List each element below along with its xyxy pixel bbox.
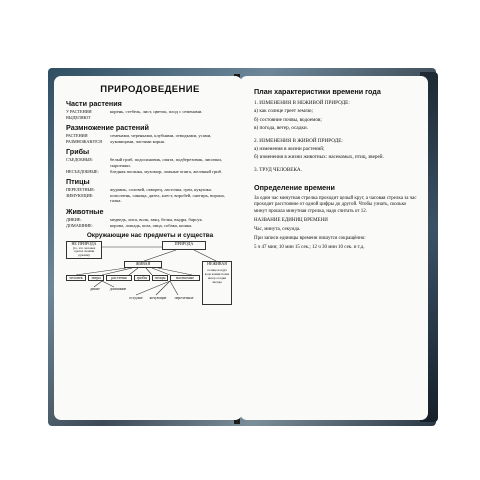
living-item	[88, 275, 104, 281]
section-plant-parts	[66, 99, 234, 120]
living-item	[66, 275, 86, 281]
entry-text: журавль, соловей, скворец, ласточка, грач, кукушка.	[110, 187, 212, 193]
entry-label: ПЕРЕЛЕТНЫЕ:	[66, 187, 95, 193]
section-heading: Птицы	[66, 177, 90, 187]
nature-diagram	[66, 241, 234, 311]
entry-label: РАСТЕНИЯ РАЗМНОЖАЮТСЯ	[66, 133, 102, 144]
entry-label: ДИКИЕ:	[66, 216, 82, 222]
entry-text: медведь, лиса, волк, заяц, белка, выдра, барсук.	[110, 216, 203, 222]
plan-item: 3. ТРУД ЧЕЛОВЕКА.	[254, 166, 302, 173]
plan-item: 2. ИЗМЕНЕНИЯ В ЖИВОЙ ПРИРОДЕ:	[254, 137, 343, 144]
right-page	[240, 76, 428, 420]
diagram-title: Окружающие нас предметы и существа	[86, 232, 214, 240]
bird-type: кочующие	[149, 296, 167, 301]
plan-item: а) как солнце греет землю;	[254, 108, 313, 115]
living-item	[134, 275, 150, 281]
living-item	[106, 275, 132, 281]
page-title: ПРИРОДОВЕДЕНИЕ	[100, 84, 200, 95]
section-heading: Грибы	[66, 147, 90, 157]
living-item-label: человек	[69, 275, 83, 281]
entry-label: ЗИМУЮЩИЕ:	[66, 192, 94, 198]
nature-label: ПРИРОДА	[174, 241, 194, 247]
abbr-title: При записи единицы времени пишутся сокращённо:	[254, 236, 366, 242]
living-label: ЖИВАЯ	[135, 261, 151, 267]
entry-label: НЕСЪЕДОБНЫЕ:	[66, 168, 99, 174]
entry-text: бледная поганка, мухомор, ложные опята, желчный гриб.	[110, 168, 223, 174]
entry-text: корень, стебель, лист, цветок, плод с семенами.	[110, 109, 203, 114]
units-text: Час, минута, секунда.	[254, 227, 301, 233]
nonliving-label: НЕЖИВАЯ	[207, 261, 227, 267]
not-nature-label: НЕ ПРИРОДА	[71, 241, 97, 247]
units-title: НАЗВАНИЕ ЕДИНИЦ ВРЕМЕНИ	[254, 217, 328, 223]
entry-text: белый гриб, подосиновик, опята, подберезовик, лисички, сыроежки.	[110, 157, 222, 168]
entry-label: ДОМАШНИЕ:	[66, 222, 93, 228]
living-node	[124, 261, 162, 268]
not-nature-node	[66, 241, 102, 259]
entry-row	[66, 157, 234, 168]
entry-text: семенами, черенками, клубнями, отводками, усами, луковицами, частями корня.	[110, 133, 212, 144]
entry-label: СЪЕДОБНЫЕ:	[66, 157, 94, 163]
nature-node	[162, 241, 206, 250]
nonliving-node	[202, 261, 232, 305]
time-section-title: Определение времени	[254, 183, 335, 193]
bird-type: перелетные	[174, 296, 194, 301]
living-item-label: грибы	[136, 275, 148, 281]
living-item-label: звери	[91, 275, 101, 281]
animal-type: домашние	[109, 287, 127, 292]
entry-row	[66, 169, 234, 175]
entry-text: корова, лошадь, коза, овца, собака, кошка.	[110, 222, 193, 228]
left-page	[54, 76, 242, 420]
section-heading: Размножение растений	[66, 123, 149, 133]
section-birds	[66, 177, 234, 204]
section-heading: Животные	[66, 206, 104, 216]
entry-label: У РАСТЕНИЯ ВЫДЕЛЯЮТ	[66, 109, 92, 120]
entry-row	[66, 223, 234, 229]
section-animals	[66, 207, 234, 228]
section-plant-reproduction	[66, 123, 234, 144]
living-item-label: растения	[111, 275, 127, 281]
entry-row	[66, 133, 234, 144]
plan-item: б) изменения в жизни животных: насекомых, птиц, зверей.	[254, 154, 384, 161]
plan-item: 1. ИЗМЕНЕНИЯ В НЕЖИВОЙ ПРИРОДЕ:	[254, 100, 350, 106]
entry-text: поползень, синица, дятел, клест, воробей, снегирь, ворона, галка.	[110, 192, 225, 204]
nonliving-items: солнце воздух вода камни почва ветер осадки звезды	[204, 267, 230, 284]
bird-type: оседлые	[129, 296, 143, 301]
abbr-example: 5 ч 47 мин; 10 мин 15 сек.; 12 ч 30 мин 10 сек. и т.д.	[254, 245, 365, 251]
section-mushrooms	[66, 147, 234, 174]
entry-row	[66, 193, 234, 204]
living-item	[152, 275, 168, 281]
season-plan-title: План характеристики времени года	[254, 87, 381, 96]
living-item-label: насекомые	[175, 275, 195, 281]
section-heading: Части растения	[66, 99, 122, 108]
living-item	[170, 275, 200, 281]
not-nature-note: (то, что человек сделал своими руками)	[72, 245, 96, 257]
time-paragraph: За один час минутная стрелка проходит целый круг, а часовая стрелка за час проходит расстояние от одной цифры до другой. Чтобы узнать, сколько минут прошла минутная стрелка, надо считать от 12.	[254, 196, 417, 214]
living-item-label: птицы	[154, 275, 166, 281]
plan-item: б) состояние почвы, водоемов;	[254, 116, 322, 123]
plan-item: в) погода, ветер, осадки.	[254, 125, 308, 132]
animal-type: дикие	[90, 287, 100, 292]
plan-item: а) изменения в жизни растений;	[254, 146, 325, 153]
entry-row	[66, 109, 234, 120]
